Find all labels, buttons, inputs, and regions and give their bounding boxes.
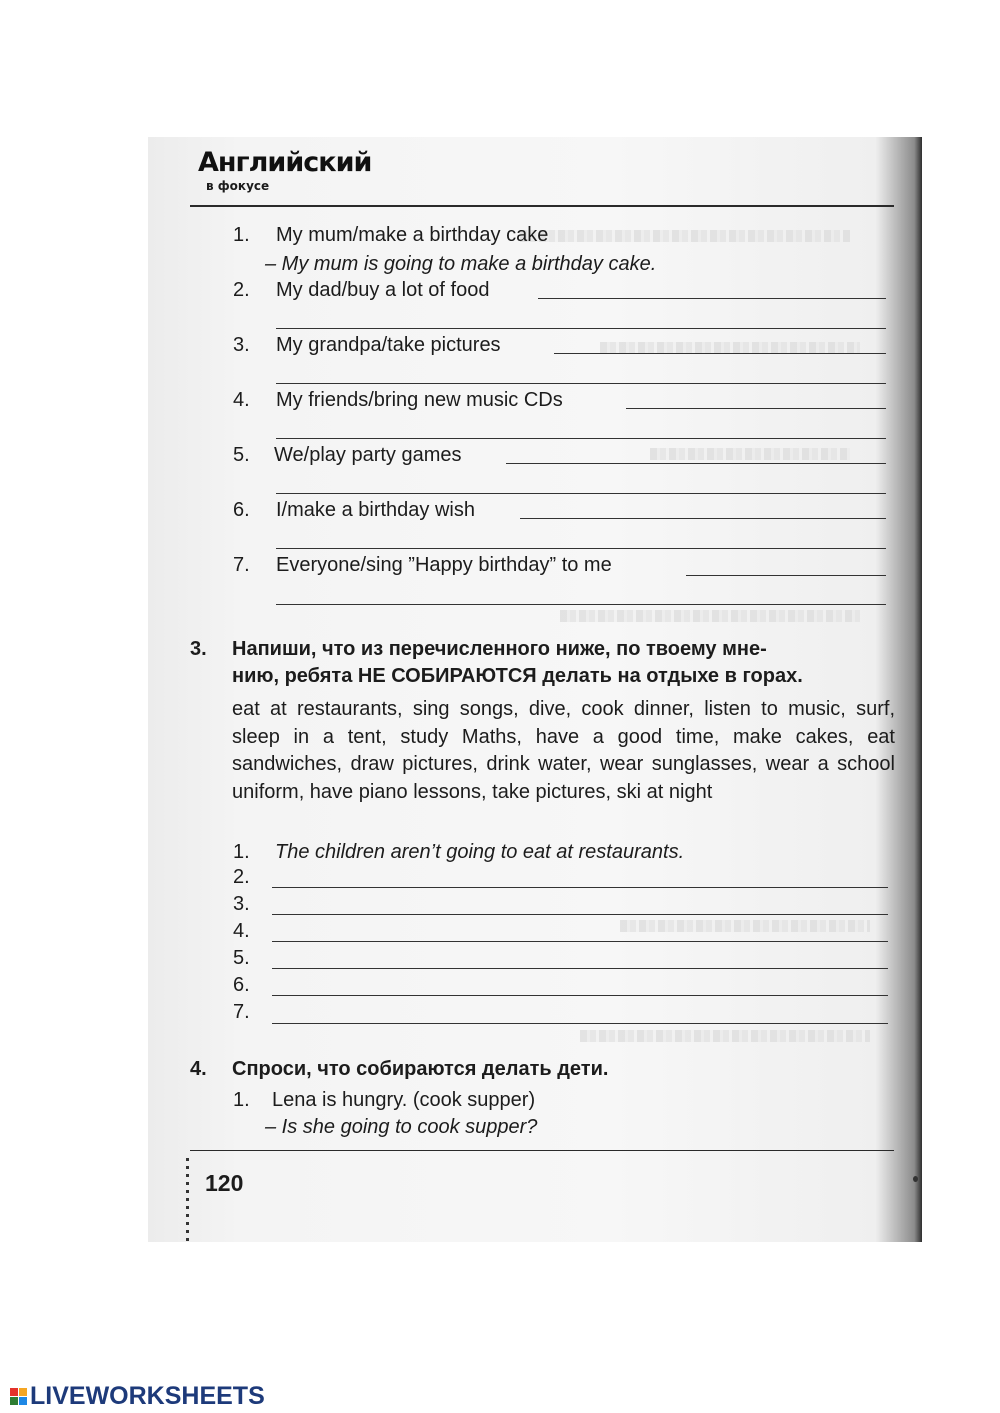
ex2-item-prompt: My mum/make a birthday cake xyxy=(276,224,549,246)
brand-name: LIVEWORKSHEETS xyxy=(30,1382,265,1410)
liveworksheets-icon xyxy=(10,1388,27,1405)
answer-blank[interactable] xyxy=(276,438,886,439)
ex3-instruction-line2: нию, ребята НЕ СОБИРАЮТСЯ делать на отдыхе в горах. xyxy=(232,665,803,687)
answer-blank[interactable] xyxy=(276,328,886,329)
logo-square xyxy=(10,1397,18,1405)
bleed-through-texture xyxy=(580,1030,870,1042)
ex2-item-prompt: Everyone/sing ”Happy birthday” to me xyxy=(276,554,612,576)
answer-blank[interactable] xyxy=(686,575,886,576)
ex2-item-prompt: We/play party games xyxy=(274,444,462,466)
ex4-item-answer: – Is she going to cook supper? xyxy=(265,1116,538,1138)
liveworksheets-logo xyxy=(10,1382,265,1411)
ex2-item-num: 2. xyxy=(233,279,250,301)
bleed-through-texture xyxy=(520,230,850,242)
bleed-through-texture xyxy=(560,610,860,622)
ex3-blank-num: 6. xyxy=(233,974,250,996)
ex3-blank-num: 2. xyxy=(233,866,250,888)
ex4-item-prompt: Lena is hungry. (cook supper) xyxy=(272,1089,536,1111)
logo-square xyxy=(10,1388,18,1396)
edge-mark xyxy=(913,1176,918,1182)
logo-subtitle: в фокусе xyxy=(206,179,270,193)
ex2-item-num: 5. xyxy=(233,444,250,466)
ex2-item-prompt: My grandpa/take pictures xyxy=(276,334,501,356)
ex2-item-num: 3. xyxy=(233,334,250,356)
ex3-blank-num: 7. xyxy=(233,1001,250,1023)
ex2-item-num: 6. xyxy=(233,499,250,521)
bleed-through-texture xyxy=(620,920,870,932)
answer-blank[interactable] xyxy=(520,518,886,519)
logo-title: Английский xyxy=(198,147,372,178)
ex2-item-prompt: My dad/buy a lot of food xyxy=(276,279,490,301)
answer-blank[interactable] xyxy=(626,408,886,409)
ex4-number: 4. xyxy=(190,1058,207,1080)
ex3-blank-num: 5. xyxy=(233,947,250,969)
ex2-item-num: 4. xyxy=(233,389,250,411)
ex3-instruction-line1: Напиши, что из перечисленного ниже, по твоему мне- xyxy=(232,638,767,660)
answer-blank[interactable] xyxy=(272,887,888,888)
answer-blank[interactable] xyxy=(276,493,886,494)
book-logo xyxy=(198,147,372,193)
answer-blank[interactable] xyxy=(272,941,888,942)
ex3-blank-num: 3. xyxy=(233,893,250,915)
ex4-instruction: Спроси, что собираются делать дети. xyxy=(232,1058,609,1080)
bleed-through-texture xyxy=(650,448,850,460)
answer-blank[interactable] xyxy=(276,604,886,605)
answer-blank[interactable] xyxy=(554,353,886,354)
logo-square xyxy=(19,1397,27,1405)
answer-blank[interactable] xyxy=(272,968,888,969)
ex2-item-num: 1. xyxy=(233,224,250,246)
ex2-item-num: 7. xyxy=(233,554,250,576)
ex3-word-list: eat at restaurants, sing songs, dive, cook dinner, listen to music, surf, sleep in a tent, study Maths, have a good time, make cakes, eat sandwiches, draw pictures, drink water, wear sunglasses, wear a school uniform, have piano lessons, take pictures, ski at night xyxy=(232,698,895,803)
answer-blank[interactable] xyxy=(272,995,888,996)
answer-blank[interactable] xyxy=(506,463,886,464)
logo-square xyxy=(19,1388,27,1396)
answer-blank[interactable] xyxy=(538,298,886,299)
header-rule xyxy=(190,205,894,207)
answer-blank[interactable] xyxy=(276,548,886,549)
footer-rule xyxy=(190,1150,894,1151)
ex4-item-num: 1. xyxy=(233,1089,250,1111)
ex3-number: 3. xyxy=(190,638,207,660)
answer-blank[interactable] xyxy=(272,1023,888,1024)
answer-blank[interactable] xyxy=(272,914,888,915)
answer-blank[interactable] xyxy=(276,383,886,384)
ex3-example: The children aren’t going to eat at restaurants. xyxy=(275,841,685,863)
ex2-item-prompt: I/make a birthday wish xyxy=(276,499,475,521)
ex3-blank-num: 4. xyxy=(233,920,250,942)
ex2-item-prompt: My friends/bring new music CDs xyxy=(276,389,563,411)
ex3-example-num: 1. xyxy=(233,841,250,863)
ex2-example-answer: – My mum is going to make a birthday cake. xyxy=(265,253,657,275)
page-number: 120 xyxy=(205,1170,244,1196)
margin-dots xyxy=(186,1158,189,1242)
